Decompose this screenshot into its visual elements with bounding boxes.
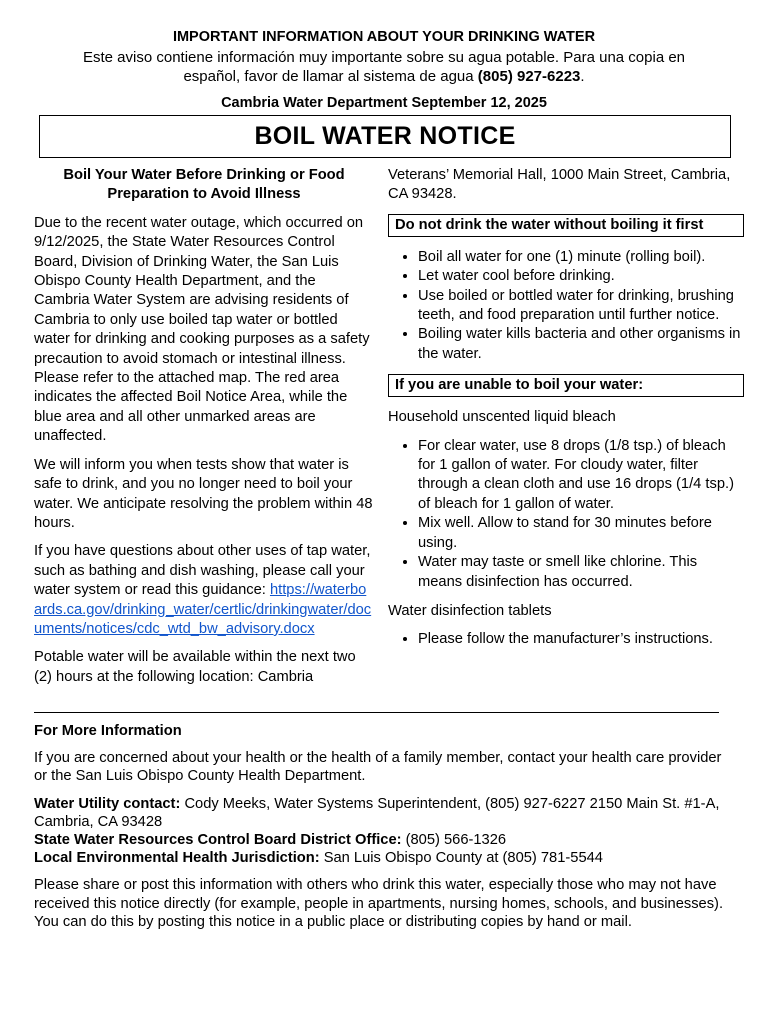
local-jurisdiction-text: San Luis Obispo County at (805) 781-5544: [319, 850, 603, 867]
list-item: • Boil all water for one (1) minute (rolling boil).: [418, 248, 744, 267]
board-office-label: State Water Resources Control Board District Office:: [34, 832, 402, 849]
utility-contact-text: Cody Meeks, Water Systems Superintendent, (805) 927-6227 2150 Main St. #1-A, Cambria, CA 93428: [34, 795, 720, 830]
more-info-section: [34, 722, 734, 940]
local-jurisdiction-label: Local Environmental Health Jurisdiction:: [34, 850, 320, 867]
questions-paragraph: [34, 542, 374, 639]
health-concern-paragraph: If you are concerned about your health or the health of a family member, contact your health care provider or the San Luis Obispo County Health Department.: [34, 750, 722, 785]
spanish-end: .: [580, 68, 585, 85]
list-item: • Please follow the manufacturer’s instructions.: [418, 630, 744, 649]
right-column: [388, 166, 744, 660]
list-item: • Mix well. Allow to stand for 30 minutes before using.: [418, 514, 744, 553]
section-divider: [34, 712, 719, 713]
spanish-notice: [0, 48, 768, 86]
boil-list: [388, 248, 744, 364]
department-date: Cambria Water Department September 12, 2025: [221, 95, 547, 111]
left-column: [34, 166, 374, 696]
list-item: • Let water cool before drinking.: [418, 267, 744, 286]
left-subheading: Boil Your Water Before Drinking or Food Preparation to Avoid Illness: [63, 167, 345, 203]
list-item: • Use boiled or bottled water for drinking, brushing teeth, and food preparation until further notice.: [418, 287, 744, 326]
spanish-phone: (805) 927-6223: [477, 68, 581, 85]
utility-contact-label: Water Utility contact:: [34, 795, 181, 812]
contacts-block: [34, 795, 734, 868]
guidance-link[interactable]: https://waterboards.ca.gov/drinking_water/certlic/drinkingwater/documents/notices/cdc_wtd_bw_advisory.docx: [34, 582, 372, 637]
header-title: IMPORTANT INFORMATION ABOUT YOUR DRINKING WATER: [172, 29, 596, 45]
tablets-heading: Water disinfection tablets: [388, 602, 552, 619]
notice-title: BOIL WATER NOTICE: [39, 115, 731, 158]
potable-paragraph: Potable water will be available within the next two (2) hours at the following location: Cambria: [34, 649, 356, 685]
location-continued: Veterans’ Memorial Hall, 1000 Main Street, Cambria, CA 93428.: [388, 167, 731, 203]
inform-paragraph: We will inform you when tests show that water is safe to drink, and you no longer need to boil your water. We anticipate resolving the problem within 48 hours.: [34, 456, 373, 531]
list-item: • Boiling water kills bacteria and other organisms in the water.: [418, 325, 744, 364]
share-paragraph: Please share or post this information with others who drink this water, especially those who may not have received this notice directly (for example, people in apartments, nursing homes, schools, and businesses). You can do this by posting this notice in a public place or distributing copies by hand or mail.: [34, 877, 724, 930]
do-not-drink-banner: Do not drink the water without boiling it first: [388, 214, 744, 237]
board-office-text: (805) 566-1326: [401, 832, 507, 849]
questions-text: If you have questions about other uses of tap water, such as bathing and dish washing, please call your water system or read this guidance:: [34, 543, 371, 599]
outage-paragraph: Due to the recent water outage, which occurred on 9/12/2025, the State Water Resources Control Board, Division of Drinking Water, the San Luis Obispo County Health Department, and the Cambria Water System are advising residents of Cambria to only use boiled tap water or bottled water for drinking and cooking purposes as a safety precaution to avoid stomach or intestinal illness. Please refer to the attached map. The red area indicates the affected Boil Notice Area, while the blue area and all other unmarked areas are unaffected.: [34, 214, 370, 445]
bleach-heading: Household unscented liquid bleach: [388, 409, 616, 426]
bleach-list: [388, 437, 744, 592]
unable-to-boil-banner: If you are unable to boil your water:: [388, 374, 744, 397]
spanish-text: Este aviso contiene información muy importante sobre su agua potable. Para una copia en español, favor de llamar al sistema de agua: [82, 49, 686, 85]
tablets-list: [388, 630, 744, 649]
list-item: • Water may taste or smell like chlorine. This means disinfection has occurred.: [418, 553, 744, 592]
more-info-heading: For More Information: [34, 723, 182, 739]
list-item: • For clear water, use 8 drops (1/8 tsp.) of bleach for 1 gallon of water. For cloudy water, filter through a clean cloth and use 16 drops (1/4 tsp.) of bleach for 1 gallon of water.: [418, 437, 744, 515]
